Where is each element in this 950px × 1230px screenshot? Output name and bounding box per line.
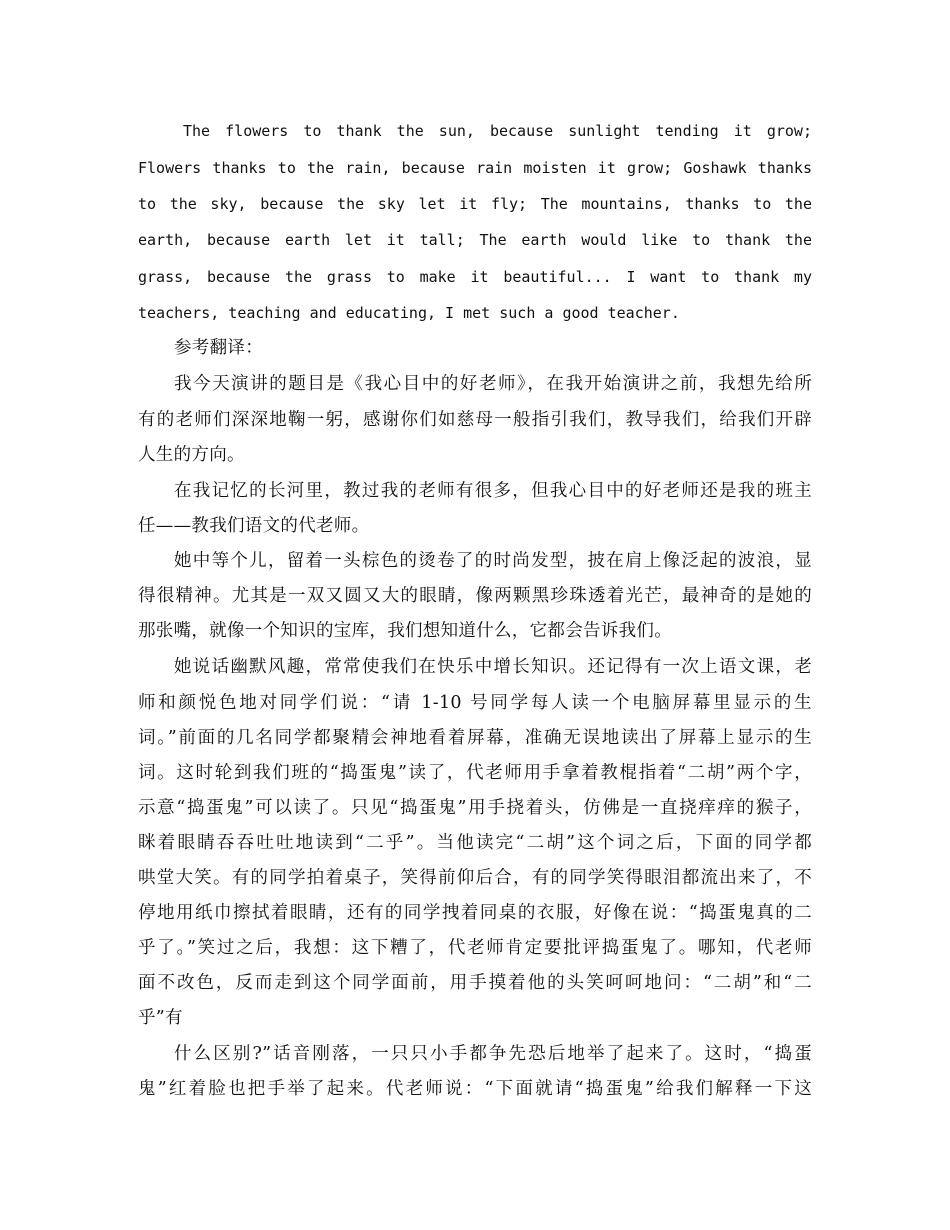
paragraph-line: 她说话幽默风趣，常常使我们在快乐中增长知识。还记得有一次上语文课，老 <box>174 657 812 677</box>
paragraph-line: 我今天演讲的题目是《我心目中的好老师》，在我开始演讲之前，我想先给所 <box>174 374 812 394</box>
paragraph-line: 词。这时轮到我们班的“捣蛋鬼”读了，代老师用手拿着教棍指着“二胡”两个字， <box>138 763 812 783</box>
paragraph-line: 什么区别?”话音刚落，一只只小手都争先恐后地举了起来了。这时，“捣蛋 <box>174 1044 812 1064</box>
paragraph-line: 示意“捣蛋鬼”可以读了。只见“捣蛋鬼”用手挠着头，仿佛是一直挠痒痒的猴子， <box>138 798 812 818</box>
paragraph-line: 面不改色，反而走到这个同学面前，用手摸着他的头笑呵呵地问：“二胡”和“二 <box>138 973 812 993</box>
paragraph-line: 在我记忆的长河里，教过我的老师有很多，但我心目中的好老师还是我的班主 <box>174 481 812 501</box>
paragraph-line: 人生的方向。 <box>138 445 245 465</box>
paragraph-line: 词。”前面的几名同学都聚精会神地看着屏幕，准确无误地读出了屏幕上显示的生 <box>138 728 812 748</box>
paragraph-line: 乎了。”笑过之后，我想：这下糟了，代老师肯定要批评捣蛋鬼了。哪知，代老师 <box>138 938 812 958</box>
paragraph-line: 有的老师们深深地鞠一躬，感谢你们如慈母一般指引我们，教导我们，给我们开辟 <box>138 410 812 430</box>
paragraph-line: 哄堂大笑。有的同学拍着桌子，笑得前仰后合，有的同学笑得眼泪都流出来了，不 <box>138 868 812 888</box>
translation-heading: 参考翻译： <box>174 338 263 358</box>
paragraph-line: 鬼”红着脸也把手举了起来。代老师说：“下面就请“捣蛋鬼”给我们解释一下这 <box>138 1079 812 1099</box>
english-text-line: grass, because the grass to make it beautiful... I want to thank my <box>138 268 812 286</box>
english-text-line: The flowers to thank the sun, because sunlight tending it grow; <box>183 122 812 140</box>
paragraph-line: 得很精神。尤其是一双又圆又大的眼睛，像两颗黑珍珠透着光芒，最神奇的是她的 <box>138 586 812 606</box>
paragraph-line: 那张嘴，就像一个知识的宝库，我们想知道什么，它都会告诉我们。 <box>138 621 672 641</box>
paragraph-line: 眯着眼睛吞吞吐吐地读到“二乎”。当他读完“二胡”这个词之后，下面的同学都 <box>138 833 812 853</box>
paragraph-line: 乎”有 <box>138 1008 183 1028</box>
english-text-line: earth, because earth let it tall; The earth would like to thank the <box>138 231 812 249</box>
english-text-line: teachers, teaching and educating, I met such a good teacher. <box>138 304 680 322</box>
english-text-line: Flowers thanks to the rain, because rain moisten it grow; Goshawk thanks <box>138 159 812 177</box>
paragraph-line: 停地用纸巾擦拭着眼睛，还有的同学拽着同桌的衣服，好像在说：“捣蛋鬼真的二 <box>138 903 812 923</box>
english-text-line: to the sky, because the sky let it fly; The mountains, thanks to the <box>138 195 812 213</box>
paragraph-line: 师和颜悦色地对同学们说：“请 1-10 号同学每人读一个电脑屏幕里显示的生 <box>138 693 812 713</box>
paragraph-line: 任——教我们语文的代老师。 <box>138 516 370 536</box>
paragraph-line: 她中等个儿，留着一头棕色的烫卷了的时尚发型，披在肩上像泛起的波浪，显 <box>174 551 812 571</box>
